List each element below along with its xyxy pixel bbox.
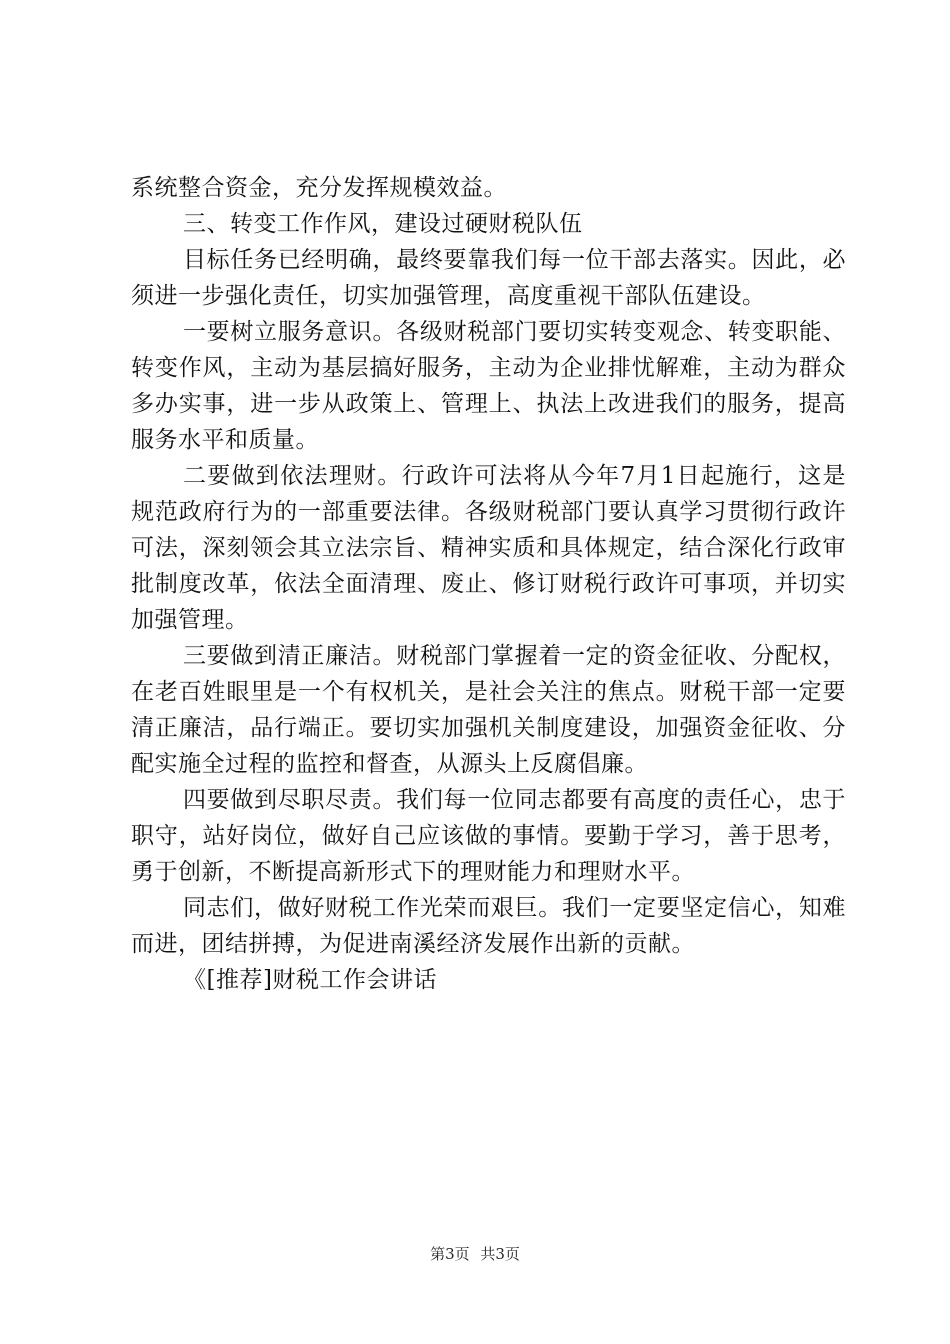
paragraph-point-2: 二要做到依法理财。行政许可法将从今年7月1日起施行，这是规范政府行为的一部重要法律。各级财税部门要认真学习贯彻行政许可法，深刻领会其立法宗旨、精神实质和具体规定，结合深化行政审批制度改革，依法全面清理、废止、修订财税行政许可事项，并切实加强管理。 bbox=[131, 463, 846, 633]
paragraph-point-3: 三要做到清正廉洁。财税部门掌握着一定的资金征收、分配权，在老百姓眼里是一个有权机关，是社会关注的焦点。财税干部一定要清正廉洁，品行端正。要切实加强机关制度建设，加强资金征收、分配实施全过程的监控和督查，从源头上反腐倡廉。 bbox=[131, 643, 846, 777]
page-number-total: 共3页 bbox=[480, 1245, 520, 1263]
paragraph-point-4: 四要做到尽职尽责。我们每一位同志都要有高度的责任心，忠于职守，站好岗位，做好自己应该做的事情。要勤于学习，善于思考，勇于创新，不断提高新形式下的理财能力和理财水平。 bbox=[131, 787, 846, 885]
paragraph-continuation: 系统整合资金，充分发挥规模效益。 bbox=[131, 175, 507, 201]
document-title-reference: 《[推荐]财税工作会讲话 bbox=[183, 967, 437, 993]
section-heading: 三、转变工作作风，建设过硬财税队伍 bbox=[183, 211, 583, 237]
paragraph-point-1: 一要树立服务意识。各级财税部门要切实转变观念、转变职能、转变作风，主动为基层搞好服务，主动为企业排忧解难，主动为群众多办实事，进一步从政策上、管理上、执法上改进我们的服务，提高服务水平和质量。 bbox=[131, 319, 846, 453]
page-number-current: 第3页 bbox=[430, 1245, 470, 1263]
document-body bbox=[131, 170, 846, 998]
page-footer bbox=[0, 1244, 950, 1264]
paragraph-intro: 目标任务已经明确，最终要靠我们每一位干部去落实。因此，必须进一步强化责任，切实加强管理，高度重视干部队伍建设。 bbox=[131, 247, 846, 309]
paragraph-closing: 同志们，做好财税工作光荣而艰巨。我们一定要坚定信心，知难而进，团结拼搏，为促进南溪经济发展作出新的贡献。 bbox=[131, 895, 846, 957]
